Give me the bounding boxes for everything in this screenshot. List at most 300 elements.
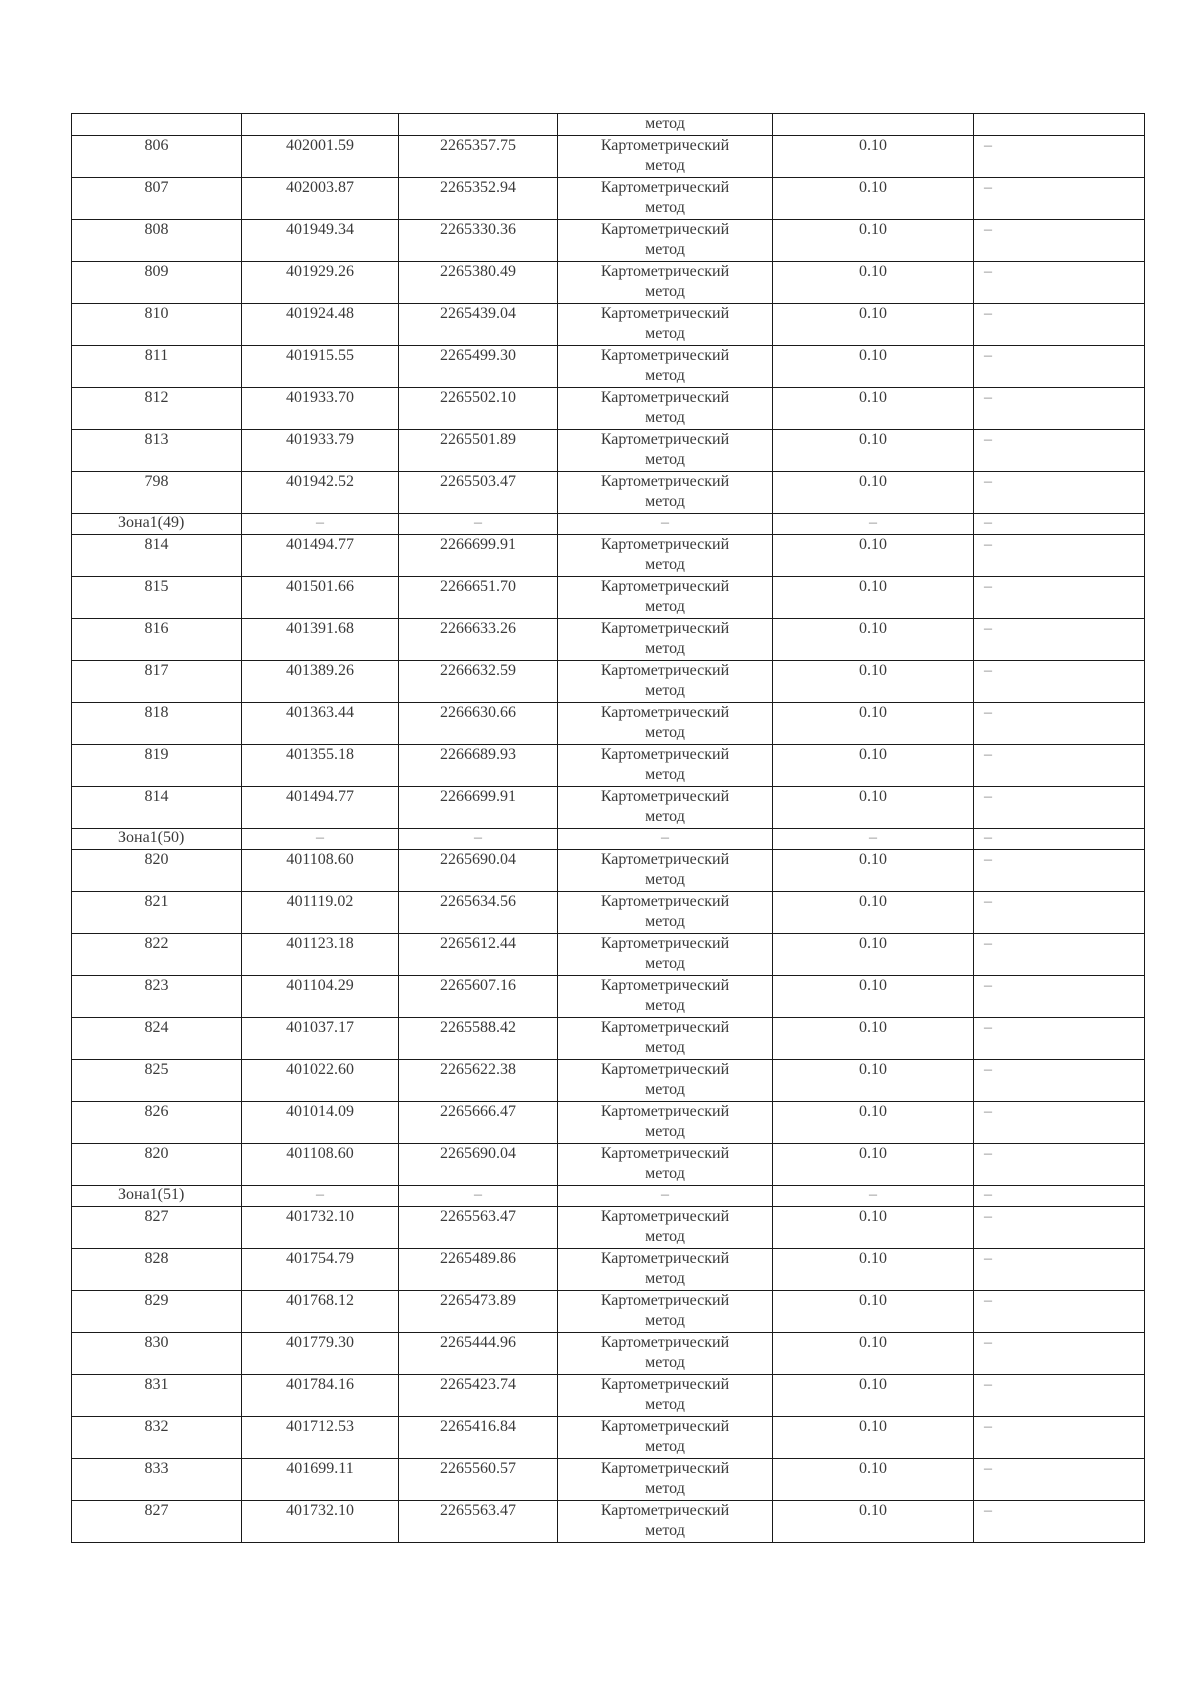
coord-y: 2266699.91 bbox=[399, 787, 558, 829]
point-id: 827 bbox=[72, 1501, 242, 1543]
method-continuation: метод bbox=[558, 114, 773, 136]
coord-x: 401933.79 bbox=[242, 430, 399, 472]
method-cell bbox=[558, 892, 773, 934]
point-id: 818 bbox=[72, 703, 242, 745]
point-id: 798 bbox=[72, 472, 242, 514]
description-dash: – bbox=[974, 703, 1145, 745]
description-dash: – bbox=[974, 220, 1145, 262]
method-line1: Картометрический bbox=[600, 389, 730, 406]
zone-dash: – bbox=[242, 514, 399, 535]
table-row bbox=[72, 388, 1145, 430]
coord-x: 401929.26 bbox=[242, 262, 399, 304]
zone-row bbox=[72, 1186, 1145, 1207]
accuracy: 0.10 bbox=[773, 745, 974, 787]
coord-x: 401933.70 bbox=[242, 388, 399, 430]
coord-y: 2265690.04 bbox=[399, 1144, 558, 1186]
coord-y: 2265588.42 bbox=[399, 1018, 558, 1060]
coord-y: 2266632.59 bbox=[399, 661, 558, 703]
method-line2: метод bbox=[645, 1164, 685, 1182]
coord-y: 2266633.26 bbox=[399, 619, 558, 661]
table-row bbox=[72, 472, 1145, 514]
coord-y: 2265499.30 bbox=[399, 346, 558, 388]
method-line1: Картометрический bbox=[600, 1418, 730, 1435]
table-row bbox=[72, 1018, 1145, 1060]
description-dash: – bbox=[974, 535, 1145, 577]
point-id: 806 bbox=[72, 136, 242, 178]
zone-dash: – bbox=[399, 1186, 558, 1207]
method-line1: Картометрический bbox=[600, 347, 730, 364]
accuracy: 0.10 bbox=[773, 346, 974, 388]
zone-name: Зона1(49) bbox=[72, 514, 242, 535]
accuracy: 0.10 bbox=[773, 661, 974, 703]
accuracy: 0.10 bbox=[773, 1459, 974, 1501]
method-cell bbox=[558, 262, 773, 304]
coord-y: 2265352.94 bbox=[399, 178, 558, 220]
coord-x: 401123.18 bbox=[242, 934, 399, 976]
description-dash: – bbox=[974, 976, 1145, 1018]
table-row bbox=[72, 304, 1145, 346]
accuracy: 0.10 bbox=[773, 1144, 974, 1186]
accuracy: 0.10 bbox=[773, 136, 974, 178]
method-cell bbox=[558, 1291, 773, 1333]
description-dash: – bbox=[974, 661, 1145, 703]
description-dash: – bbox=[974, 1375, 1145, 1417]
point-id: 828 bbox=[72, 1249, 242, 1291]
point-id: 823 bbox=[72, 976, 242, 1018]
method-line1: Картометрический bbox=[600, 305, 730, 322]
table-row bbox=[72, 892, 1145, 934]
method-cell bbox=[558, 346, 773, 388]
coord-y: 2265502.10 bbox=[399, 388, 558, 430]
continuation-row bbox=[72, 114, 1145, 136]
coord-y: 2265357.75 bbox=[399, 136, 558, 178]
method-cell bbox=[558, 745, 773, 787]
table-row bbox=[72, 178, 1145, 220]
point-id: 809 bbox=[72, 262, 242, 304]
accuracy: 0.10 bbox=[773, 577, 974, 619]
method-cell bbox=[558, 1501, 773, 1543]
method-line1: Картометрический bbox=[600, 473, 730, 490]
point-id: 810 bbox=[72, 304, 242, 346]
point-id: 825 bbox=[72, 1060, 242, 1102]
coord-x: 401732.10 bbox=[242, 1207, 399, 1249]
coord-y: 2265423.74 bbox=[399, 1375, 558, 1417]
method-cell bbox=[558, 1333, 773, 1375]
method-cell bbox=[558, 178, 773, 220]
point-id: 830 bbox=[72, 1333, 242, 1375]
method-line1: Картометрический bbox=[600, 179, 730, 196]
method-cell bbox=[558, 787, 773, 829]
table-row bbox=[72, 1060, 1145, 1102]
table-row bbox=[72, 850, 1145, 892]
coord-x: 401915.55 bbox=[242, 346, 399, 388]
method-line1: Картометрический bbox=[600, 1061, 730, 1078]
accuracy: 0.10 bbox=[773, 1207, 974, 1249]
zone-dash: – bbox=[558, 1186, 773, 1207]
description-dash: – bbox=[974, 745, 1145, 787]
zone-dash: – bbox=[974, 829, 1145, 850]
zone-dash: – bbox=[242, 829, 399, 850]
table-row bbox=[72, 1333, 1145, 1375]
method-cell bbox=[558, 1375, 773, 1417]
method-line1: Картометрический bbox=[600, 977, 730, 994]
method-cell bbox=[558, 1018, 773, 1060]
coord-x: 401779.30 bbox=[242, 1333, 399, 1375]
description-dash: – bbox=[974, 934, 1145, 976]
accuracy: 0.10 bbox=[773, 1375, 974, 1417]
point-id: 811 bbox=[72, 346, 242, 388]
description-dash: – bbox=[974, 388, 1145, 430]
method-cell bbox=[558, 535, 773, 577]
method-line1: Картометрический bbox=[600, 620, 730, 637]
accuracy: 0.10 bbox=[773, 850, 974, 892]
point-id: 831 bbox=[72, 1375, 242, 1417]
method-line1: Картометрический bbox=[600, 1292, 730, 1309]
accuracy: 0.10 bbox=[773, 1291, 974, 1333]
description-dash: – bbox=[974, 1249, 1145, 1291]
method-cell bbox=[558, 304, 773, 346]
table-row bbox=[72, 619, 1145, 661]
method-cell bbox=[558, 1102, 773, 1144]
method-line2: метод bbox=[645, 1521, 685, 1539]
method-cell bbox=[558, 703, 773, 745]
coord-x: 401037.17 bbox=[242, 1018, 399, 1060]
method-line1: Картометрический bbox=[600, 221, 730, 238]
method-line1: Картометрический bbox=[600, 1334, 730, 1351]
method-cell bbox=[558, 388, 773, 430]
point-id: 833 bbox=[72, 1459, 242, 1501]
method-line2: метод bbox=[645, 408, 685, 426]
method-line2: метод bbox=[645, 996, 685, 1014]
method-line1: Картометрический bbox=[600, 1250, 730, 1267]
method-cell bbox=[558, 220, 773, 262]
coord-x: 401784.16 bbox=[242, 1375, 399, 1417]
zone-dash: – bbox=[558, 514, 773, 535]
accuracy: 0.10 bbox=[773, 1417, 974, 1459]
zone-dash: – bbox=[242, 1186, 399, 1207]
method-line1: Картометрический bbox=[600, 1502, 730, 1519]
coord-y: 2265560.57 bbox=[399, 1459, 558, 1501]
table-row bbox=[72, 1102, 1145, 1144]
point-id: 826 bbox=[72, 1102, 242, 1144]
table-row bbox=[72, 136, 1145, 178]
point-id: 822 bbox=[72, 934, 242, 976]
coord-x: 402001.59 bbox=[242, 136, 399, 178]
method-line2: метод bbox=[645, 1269, 685, 1287]
table-row bbox=[72, 745, 1145, 787]
coord-x: 401949.34 bbox=[242, 220, 399, 262]
method-line2: метод bbox=[645, 1437, 685, 1455]
zone-name: Зона1(50) bbox=[72, 829, 242, 850]
coord-x: 401754.79 bbox=[242, 1249, 399, 1291]
method-line2: метод bbox=[645, 555, 685, 573]
point-id: 812 bbox=[72, 388, 242, 430]
coord-y: 2265607.16 bbox=[399, 976, 558, 1018]
method-line1: Картометрический bbox=[600, 1145, 730, 1162]
description-dash: – bbox=[974, 1417, 1145, 1459]
coord-x: 401391.68 bbox=[242, 619, 399, 661]
accuracy: 0.10 bbox=[773, 934, 974, 976]
table-row bbox=[72, 220, 1145, 262]
coord-y: 2265563.47 bbox=[399, 1501, 558, 1543]
method-line2: метод bbox=[645, 681, 685, 699]
table-row bbox=[72, 1417, 1145, 1459]
table-row bbox=[72, 976, 1145, 1018]
point-id: 817 bbox=[72, 661, 242, 703]
cell-empty bbox=[974, 114, 1145, 136]
coordinates-table bbox=[71, 113, 1145, 1543]
method-line2: метод bbox=[645, 954, 685, 972]
point-id: 814 bbox=[72, 787, 242, 829]
description-dash: – bbox=[974, 346, 1145, 388]
coord-x: 401104.29 bbox=[242, 976, 399, 1018]
method-line1: Картометрический bbox=[600, 851, 730, 868]
description-dash: – bbox=[974, 1459, 1145, 1501]
description-dash: – bbox=[974, 1207, 1145, 1249]
description-dash: – bbox=[974, 136, 1145, 178]
description-dash: – bbox=[974, 787, 1145, 829]
coord-x: 401119.02 bbox=[242, 892, 399, 934]
table-row bbox=[72, 535, 1145, 577]
description-dash: – bbox=[974, 1501, 1145, 1543]
accuracy: 0.10 bbox=[773, 472, 974, 514]
method-line1: Картометрический bbox=[600, 746, 730, 763]
accuracy: 0.10 bbox=[773, 220, 974, 262]
accuracy: 0.10 bbox=[773, 976, 974, 1018]
coord-y: 2265489.86 bbox=[399, 1249, 558, 1291]
cell-empty bbox=[72, 114, 242, 136]
accuracy: 0.10 bbox=[773, 787, 974, 829]
method-line1: Картометрический bbox=[600, 263, 730, 280]
point-id: 820 bbox=[72, 1144, 242, 1186]
method-line1: Картометрический bbox=[600, 935, 730, 952]
method-cell bbox=[558, 934, 773, 976]
description-dash: – bbox=[974, 430, 1145, 472]
table-row bbox=[72, 934, 1145, 976]
method-cell bbox=[558, 1144, 773, 1186]
coord-x: 401712.53 bbox=[242, 1417, 399, 1459]
method-line1: Картометрический bbox=[600, 662, 730, 679]
point-id: 821 bbox=[72, 892, 242, 934]
point-id: 819 bbox=[72, 745, 242, 787]
coord-x: 401022.60 bbox=[242, 1060, 399, 1102]
method-cell bbox=[558, 1417, 773, 1459]
coord-x: 401699.11 bbox=[242, 1459, 399, 1501]
table-row bbox=[72, 1207, 1145, 1249]
zone-dash: – bbox=[773, 514, 974, 535]
method-line1: Картометрический bbox=[600, 1376, 730, 1393]
coord-y: 2265501.89 bbox=[399, 430, 558, 472]
method-cell bbox=[558, 1207, 773, 1249]
table-row bbox=[72, 1501, 1145, 1543]
method-line2: метод bbox=[645, 324, 685, 342]
table-row bbox=[72, 1375, 1145, 1417]
method-line2: метод bbox=[645, 1395, 685, 1413]
description-dash: – bbox=[974, 1291, 1145, 1333]
coord-y: 2265416.84 bbox=[399, 1417, 558, 1459]
coord-y: 2265503.47 bbox=[399, 472, 558, 514]
table-row bbox=[72, 262, 1145, 304]
method-line2: метод bbox=[645, 156, 685, 174]
description-dash: – bbox=[974, 304, 1145, 346]
method-line2: метод bbox=[645, 240, 685, 258]
cell-empty bbox=[399, 114, 558, 136]
method-line2: метод bbox=[645, 597, 685, 615]
method-line2: метод bbox=[645, 366, 685, 384]
coord-y: 2265563.47 bbox=[399, 1207, 558, 1249]
method-line2: метод bbox=[645, 765, 685, 783]
description-dash: – bbox=[974, 262, 1145, 304]
method-line1: Картометрический bbox=[600, 893, 730, 910]
method-line2: метод bbox=[645, 1311, 685, 1329]
description-dash: – bbox=[974, 892, 1145, 934]
accuracy: 0.10 bbox=[773, 892, 974, 934]
description-dash: – bbox=[974, 1060, 1145, 1102]
zone-dash: – bbox=[974, 514, 1145, 535]
zone-row bbox=[72, 514, 1145, 535]
accuracy: 0.10 bbox=[773, 262, 974, 304]
method-line2: метод bbox=[645, 1122, 685, 1140]
table-row bbox=[72, 346, 1145, 388]
method-line2: метод bbox=[645, 912, 685, 930]
coord-x: 401494.77 bbox=[242, 787, 399, 829]
method-line1: Картометрический bbox=[600, 788, 730, 805]
method-line1: Картометрический bbox=[600, 431, 730, 448]
method-cell bbox=[558, 850, 773, 892]
method-cell bbox=[558, 472, 773, 514]
description-dash: – bbox=[974, 178, 1145, 220]
table-row bbox=[72, 787, 1145, 829]
coord-y: 2265634.56 bbox=[399, 892, 558, 934]
point-id: 808 bbox=[72, 220, 242, 262]
description-dash: – bbox=[974, 619, 1145, 661]
method-cell bbox=[558, 1459, 773, 1501]
accuracy: 0.10 bbox=[773, 304, 974, 346]
cell-empty bbox=[242, 114, 399, 136]
table-row bbox=[72, 1459, 1145, 1501]
coord-x: 401108.60 bbox=[242, 850, 399, 892]
method-line2: метод bbox=[645, 1080, 685, 1098]
accuracy: 0.10 bbox=[773, 430, 974, 472]
method-line2: метод bbox=[645, 198, 685, 216]
accuracy: 0.10 bbox=[773, 703, 974, 745]
table-row bbox=[72, 703, 1145, 745]
method-line1: Картометрический bbox=[600, 1208, 730, 1225]
coord-y: 2265330.36 bbox=[399, 220, 558, 262]
description-dash: – bbox=[974, 850, 1145, 892]
method-line2: метод bbox=[645, 1038, 685, 1056]
coord-y: 2266630.66 bbox=[399, 703, 558, 745]
accuracy: 0.10 bbox=[773, 1102, 974, 1144]
coord-x: 401732.10 bbox=[242, 1501, 399, 1543]
description-dash: – bbox=[974, 472, 1145, 514]
table-row bbox=[72, 430, 1145, 472]
coord-y: 2266651.70 bbox=[399, 577, 558, 619]
description-dash: – bbox=[974, 1018, 1145, 1060]
coord-y: 2265439.04 bbox=[399, 304, 558, 346]
coord-x: 401363.44 bbox=[242, 703, 399, 745]
method-line2: метод bbox=[645, 639, 685, 657]
method-line1: Картометрический bbox=[600, 1103, 730, 1120]
method-cell bbox=[558, 430, 773, 472]
accuracy: 0.10 bbox=[773, 1249, 974, 1291]
coord-x: 401942.52 bbox=[242, 472, 399, 514]
coord-x: 401355.18 bbox=[242, 745, 399, 787]
method-line1: Картометрический bbox=[600, 1460, 730, 1477]
method-line2: метод bbox=[645, 807, 685, 825]
point-id: 816 bbox=[72, 619, 242, 661]
zone-dash: – bbox=[558, 829, 773, 850]
description-dash: – bbox=[974, 1144, 1145, 1186]
coord-y: 2265612.44 bbox=[399, 934, 558, 976]
coord-x: 401014.09 bbox=[242, 1102, 399, 1144]
method-line2: метод bbox=[645, 1227, 685, 1245]
method-line2: метод bbox=[645, 492, 685, 510]
point-id: 807 bbox=[72, 178, 242, 220]
method-line2: метод bbox=[645, 1479, 685, 1497]
coord-x: 401494.77 bbox=[242, 535, 399, 577]
point-id: 820 bbox=[72, 850, 242, 892]
coord-y: 2265690.04 bbox=[399, 850, 558, 892]
table-row bbox=[72, 1144, 1145, 1186]
accuracy: 0.10 bbox=[773, 619, 974, 661]
point-id: 814 bbox=[72, 535, 242, 577]
coord-x: 401389.26 bbox=[242, 661, 399, 703]
cell-empty bbox=[773, 114, 974, 136]
accuracy: 0.10 bbox=[773, 1501, 974, 1543]
method-cell bbox=[558, 1060, 773, 1102]
point-id: 827 bbox=[72, 1207, 242, 1249]
method-cell bbox=[558, 577, 773, 619]
table-row bbox=[72, 577, 1145, 619]
zone-row bbox=[72, 829, 1145, 850]
point-id: 815 bbox=[72, 577, 242, 619]
coord-x: 401768.12 bbox=[242, 1291, 399, 1333]
table-body bbox=[72, 114, 1145, 1543]
method-cell bbox=[558, 661, 773, 703]
accuracy: 0.10 bbox=[773, 388, 974, 430]
coord-x: 401924.48 bbox=[242, 304, 399, 346]
method-cell bbox=[558, 619, 773, 661]
point-id: 829 bbox=[72, 1291, 242, 1333]
method-line1: Картометрический bbox=[600, 704, 730, 721]
table-row bbox=[72, 661, 1145, 703]
method-line2: метод bbox=[645, 870, 685, 888]
zone-dash: – bbox=[399, 514, 558, 535]
point-id: 824 bbox=[72, 1018, 242, 1060]
coord-x: 401501.66 bbox=[242, 577, 399, 619]
method-cell bbox=[558, 1249, 773, 1291]
coord-y: 2265473.89 bbox=[399, 1291, 558, 1333]
description-dash: – bbox=[974, 577, 1145, 619]
coord-x: 401108.60 bbox=[242, 1144, 399, 1186]
coord-y: 2265666.47 bbox=[399, 1102, 558, 1144]
table-row bbox=[72, 1249, 1145, 1291]
coord-y: 2265444.96 bbox=[399, 1333, 558, 1375]
accuracy: 0.10 bbox=[773, 178, 974, 220]
zone-dash: – bbox=[974, 1186, 1145, 1207]
method-line2: метод bbox=[645, 282, 685, 300]
coord-y: 2265622.38 bbox=[399, 1060, 558, 1102]
accuracy: 0.10 bbox=[773, 1018, 974, 1060]
method-line1: Картометрический bbox=[600, 578, 730, 595]
method-line1: Картометрический bbox=[600, 1019, 730, 1036]
method-line2: метод bbox=[645, 1353, 685, 1371]
description-dash: – bbox=[974, 1333, 1145, 1375]
method-line2: метод bbox=[645, 723, 685, 741]
method-line1: Картометрический bbox=[600, 137, 730, 154]
coord-y: 2266689.93 bbox=[399, 745, 558, 787]
